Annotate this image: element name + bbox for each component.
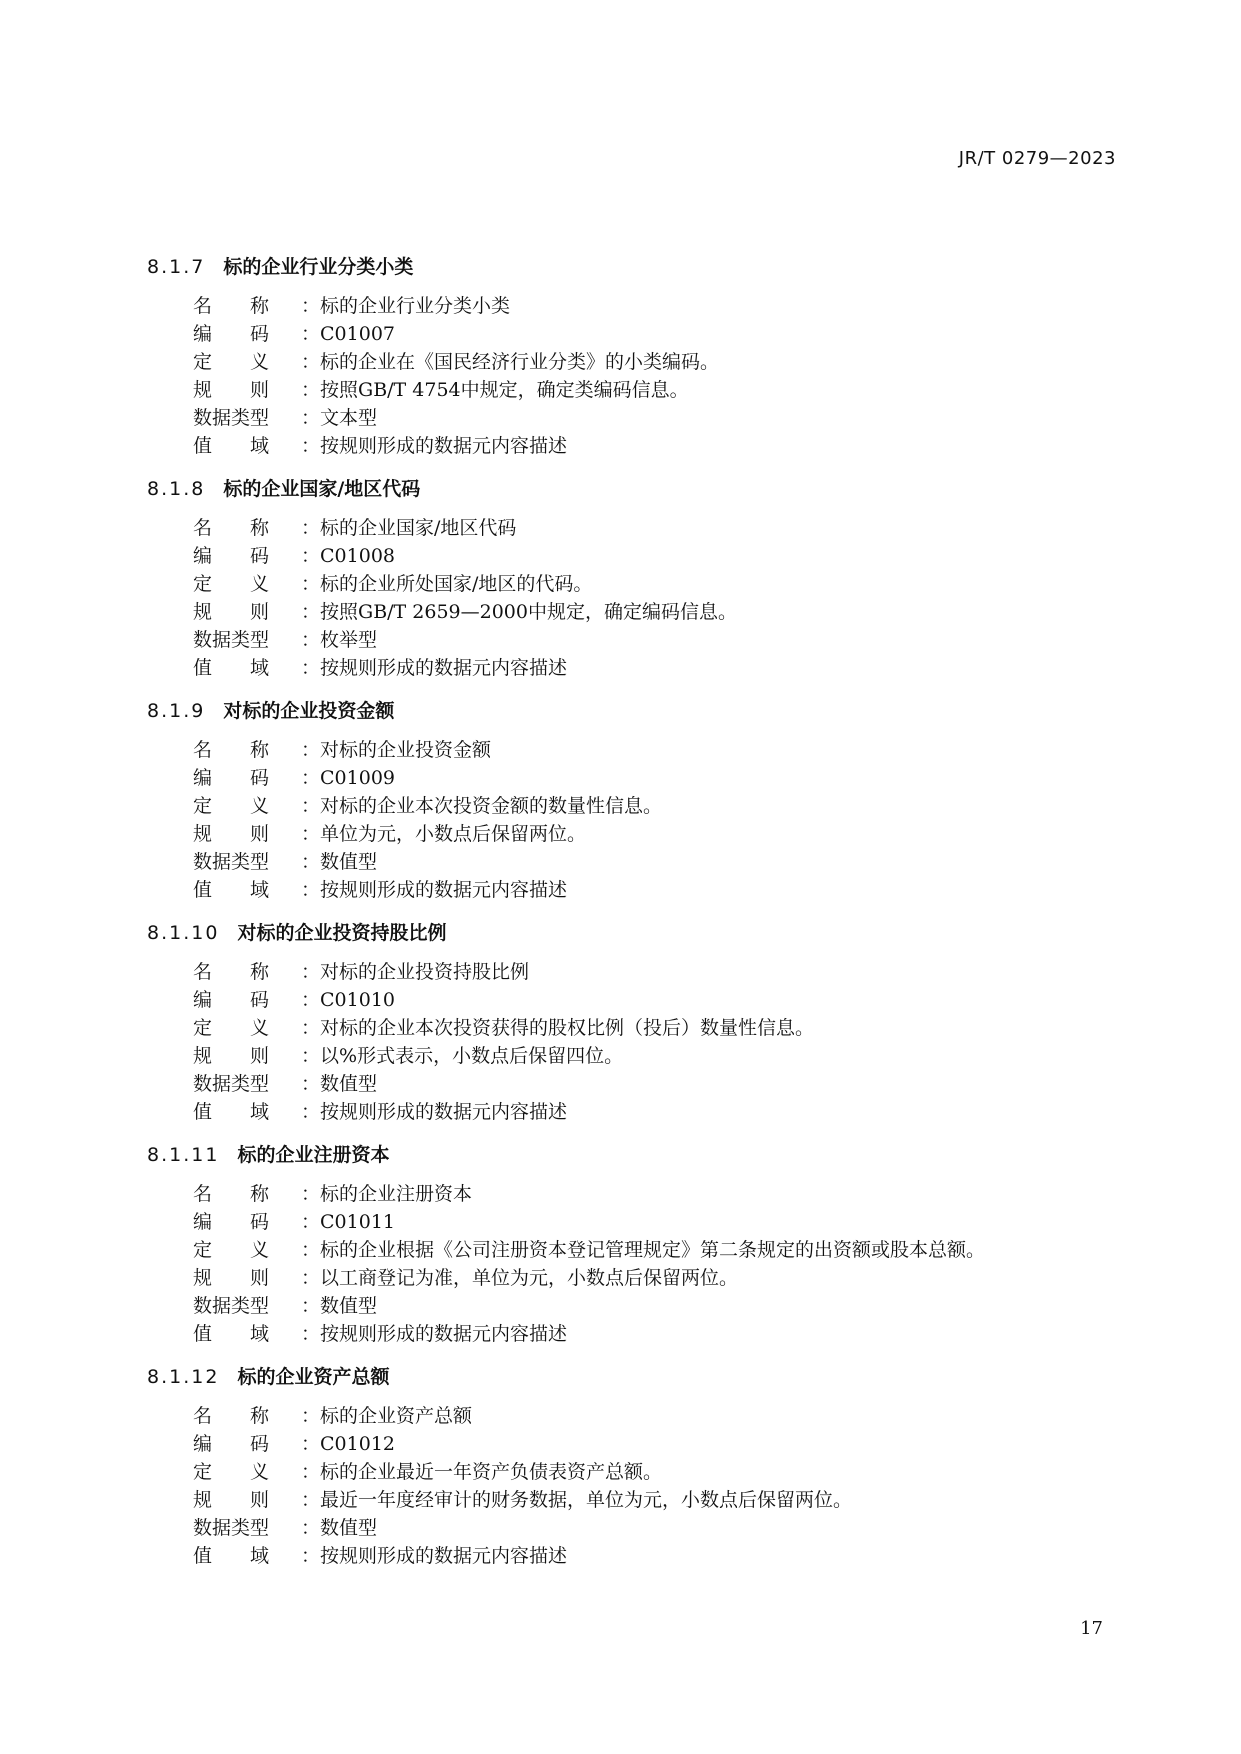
field-label: 值 域 — [193, 657, 270, 679]
field-colon: ： — [301, 1211, 321, 1233]
field-value: 标的企业行业分类小类 — [320, 295, 511, 317]
field-name — [147, 514, 1127, 542]
field-colon: ： — [301, 1267, 321, 1289]
section-number: 8.1.8 — [147, 478, 206, 500]
section-heading — [147, 474, 1127, 514]
field-definition — [147, 570, 1127, 598]
field-colon: ： — [301, 961, 321, 983]
section-number: 8.1.11 — [147, 1144, 220, 1166]
field-label: 数据类型 — [193, 1517, 270, 1539]
field-domain — [147, 432, 1127, 460]
field-name — [147, 292, 1127, 320]
field-value: 标的企业注册资本 — [320, 1183, 473, 1205]
field-value: 按规则形成的数据元内容描述 — [320, 879, 568, 901]
section-heading — [147, 918, 1127, 958]
field-name — [147, 958, 1127, 986]
field-value: C01007 — [320, 323, 395, 345]
data-element-section — [147, 252, 1127, 474]
section-number: 8.1.10 — [147, 922, 220, 944]
field-label: 值 域 — [193, 1545, 270, 1567]
field-label: 定 义 — [193, 573, 270, 595]
field-value: 按照GB/T 2659—2000中规定，确定编码信息。 — [320, 601, 737, 623]
field-value: 对标的企业投资持股比例 — [320, 961, 530, 983]
field-definition — [147, 1014, 1127, 1042]
field-name — [147, 1402, 1127, 1430]
field-value: 最近一年度经审计的财务数据，单位为元，小数点后保留两位。 — [320, 1489, 853, 1511]
field-value: C01008 — [320, 545, 395, 567]
field-label: 数据类型 — [193, 851, 270, 873]
field-label: 编 码 — [193, 545, 270, 567]
page-number: 17 — [1080, 1618, 1103, 1639]
field-value: 标的企业国家/地区代码 — [320, 517, 517, 539]
field-colon: ： — [301, 295, 321, 317]
field-data-type — [147, 1070, 1127, 1098]
field-colon: ： — [301, 1433, 321, 1455]
field-label: 规 则 — [193, 823, 270, 845]
field-colon: ： — [301, 351, 321, 373]
field-label: 值 域 — [193, 1323, 270, 1345]
field-colon: ： — [301, 517, 321, 539]
field-value: 按规则形成的数据元内容描述 — [320, 435, 568, 457]
field-definition — [147, 348, 1127, 376]
field-domain — [147, 1320, 1127, 1348]
field-label: 名 称 — [193, 739, 270, 761]
field-colon: ： — [301, 1517, 321, 1539]
field-value: 以%形式表示，小数点后保留四位。 — [320, 1045, 624, 1067]
field-rule — [147, 1486, 1127, 1514]
field-colon: ： — [301, 1239, 321, 1261]
data-element-section — [147, 1362, 1127, 1584]
field-data-type — [147, 1292, 1127, 1320]
field-value: 标的企业在《国民经济行业分类》的小类编码。 — [320, 351, 720, 373]
field-colon: ： — [301, 851, 321, 873]
section-title: 标的企业行业分类小类 — [223, 256, 414, 278]
field-value: 对标的企业本次投资获得的股权比例（投后）数量性信息。 — [320, 1017, 815, 1039]
field-value: 按照GB/T 4754中规定，确定类编码信息。 — [320, 379, 689, 401]
field-colon: ： — [301, 1323, 321, 1345]
field-name — [147, 736, 1127, 764]
field-colon: ： — [301, 657, 321, 679]
field-colon: ： — [301, 435, 321, 457]
field-definition — [147, 792, 1127, 820]
field-value: 文本型 — [320, 407, 378, 429]
field-colon: ： — [301, 629, 321, 651]
field-label: 值 域 — [193, 879, 270, 901]
field-rule — [147, 820, 1127, 848]
field-colon: ： — [301, 795, 321, 817]
field-colon: ： — [301, 573, 321, 595]
field-code — [147, 764, 1127, 792]
field-label: 名 称 — [193, 1183, 270, 1205]
field-label: 值 域 — [193, 1101, 270, 1123]
field-colon: ： — [301, 767, 321, 789]
section-heading — [147, 1140, 1127, 1180]
field-label: 规 则 — [193, 1489, 270, 1511]
field-domain — [147, 654, 1127, 682]
field-colon: ： — [301, 1295, 321, 1317]
field-value: 按规则形成的数据元内容描述 — [320, 1101, 568, 1123]
section-number: 8.1.9 — [147, 700, 206, 722]
field-label: 数据类型 — [193, 629, 270, 651]
field-value: 以工商登记为准，单位为元，小数点后保留两位。 — [320, 1267, 739, 1289]
field-rule — [147, 598, 1127, 626]
field-label: 编 码 — [193, 1211, 270, 1233]
field-colon: ： — [301, 1045, 321, 1067]
field-domain — [147, 1098, 1127, 1126]
field-value: C01009 — [320, 767, 395, 789]
field-colon: ： — [301, 879, 321, 901]
field-value: 标的企业资产总额 — [320, 1405, 473, 1427]
field-label: 规 则 — [193, 601, 270, 623]
field-label: 名 称 — [193, 517, 270, 539]
field-rule — [147, 1264, 1127, 1292]
field-colon: ： — [301, 823, 321, 845]
section-title: 对标的企业投资持股比例 — [237, 922, 447, 944]
field-code — [147, 1430, 1127, 1458]
field-colon: ： — [301, 1405, 321, 1427]
field-colon: ： — [301, 379, 321, 401]
field-label: 定 义 — [193, 1017, 270, 1039]
document-body — [147, 252, 1127, 1584]
field-value: 按规则形成的数据元内容描述 — [320, 657, 568, 679]
field-colon: ： — [301, 1489, 321, 1511]
field-value: 按规则形成的数据元内容描述 — [320, 1323, 568, 1345]
field-value: 标的企业最近一年资产负债表资产总额。 — [320, 1461, 663, 1483]
data-element-section — [147, 918, 1127, 1140]
field-data-type — [147, 848, 1127, 876]
field-label: 名 称 — [193, 295, 270, 317]
field-code — [147, 542, 1127, 570]
field-value: 按规则形成的数据元内容描述 — [320, 1545, 568, 1567]
field-label: 定 义 — [193, 351, 270, 373]
field-value: 标的企业所处国家/地区的代码。 — [320, 573, 593, 595]
field-value: 单位为元，小数点后保留两位。 — [320, 823, 587, 845]
field-label: 定 义 — [193, 1239, 270, 1261]
field-label: 数据类型 — [193, 1073, 270, 1095]
field-definition — [147, 1458, 1127, 1486]
field-colon: ： — [301, 323, 321, 345]
field-code — [147, 320, 1127, 348]
field-label: 值 域 — [193, 435, 270, 457]
section-number: 8.1.12 — [147, 1366, 220, 1388]
data-element-section — [147, 474, 1127, 696]
field-data-type — [147, 626, 1127, 654]
field-colon: ： — [301, 1545, 321, 1567]
field-value: 数值型 — [320, 851, 378, 873]
field-label: 编 码 — [193, 767, 270, 789]
field-definition — [147, 1236, 1127, 1264]
section-title: 标的企业注册资本 — [237, 1144, 390, 1166]
field-name — [147, 1180, 1127, 1208]
field-rule — [147, 1042, 1127, 1070]
data-element-section — [147, 696, 1127, 918]
field-label: 名 称 — [193, 1405, 270, 1427]
section-heading — [147, 696, 1127, 736]
field-value: C01012 — [320, 1433, 395, 1455]
field-data-type — [147, 1514, 1127, 1542]
document-code: JR/T 0279—2023 — [958, 148, 1116, 169]
field-colon: ： — [301, 739, 321, 761]
field-label: 名 称 — [193, 961, 270, 983]
field-colon: ： — [301, 407, 321, 429]
field-code — [147, 986, 1127, 1014]
field-label: 数据类型 — [193, 407, 270, 429]
field-label: 规 则 — [193, 379, 270, 401]
data-element-section — [147, 1140, 1127, 1362]
field-data-type — [147, 404, 1127, 432]
field-domain — [147, 1542, 1127, 1570]
field-value: C01011 — [320, 1211, 395, 1233]
field-colon: ： — [301, 1101, 321, 1123]
field-value: 数值型 — [320, 1073, 378, 1095]
field-colon: ： — [301, 1461, 321, 1483]
field-colon: ： — [301, 1183, 321, 1205]
field-label: 定 义 — [193, 1461, 270, 1483]
field-colon: ： — [301, 1073, 321, 1095]
field-value: 枚举型 — [320, 629, 378, 651]
field-value: 标的企业根据《公司注册资本登记管理规定》第二条规定的出资额或股本总额。 — [320, 1239, 986, 1261]
field-label: 规 则 — [193, 1267, 270, 1289]
field-label: 编 码 — [193, 323, 270, 345]
field-value: 对标的企业投资金额 — [320, 739, 492, 761]
field-label: 编 码 — [193, 989, 270, 1011]
section-title: 标的企业国家/地区代码 — [223, 478, 421, 500]
field-label: 编 码 — [193, 1433, 270, 1455]
field-label: 规 则 — [193, 1045, 270, 1067]
field-label: 数据类型 — [193, 1295, 270, 1317]
field-colon: ： — [301, 989, 321, 1011]
field-value: 对标的企业本次投资金额的数量性信息。 — [320, 795, 663, 817]
section-title: 标的企业资产总额 — [237, 1366, 390, 1388]
field-colon: ： — [301, 601, 321, 623]
section-heading — [147, 1362, 1127, 1402]
field-rule — [147, 376, 1127, 404]
field-code — [147, 1208, 1127, 1236]
field-value: 数值型 — [320, 1517, 378, 1539]
field-colon: ： — [301, 545, 321, 567]
field-colon: ： — [301, 1017, 321, 1039]
field-value: C01010 — [320, 989, 395, 1011]
field-domain — [147, 876, 1127, 904]
field-value: 数值型 — [320, 1295, 378, 1317]
section-title: 对标的企业投资金额 — [223, 700, 395, 722]
field-label: 定 义 — [193, 795, 270, 817]
section-number: 8.1.7 — [147, 256, 206, 278]
section-heading — [147, 252, 1127, 292]
